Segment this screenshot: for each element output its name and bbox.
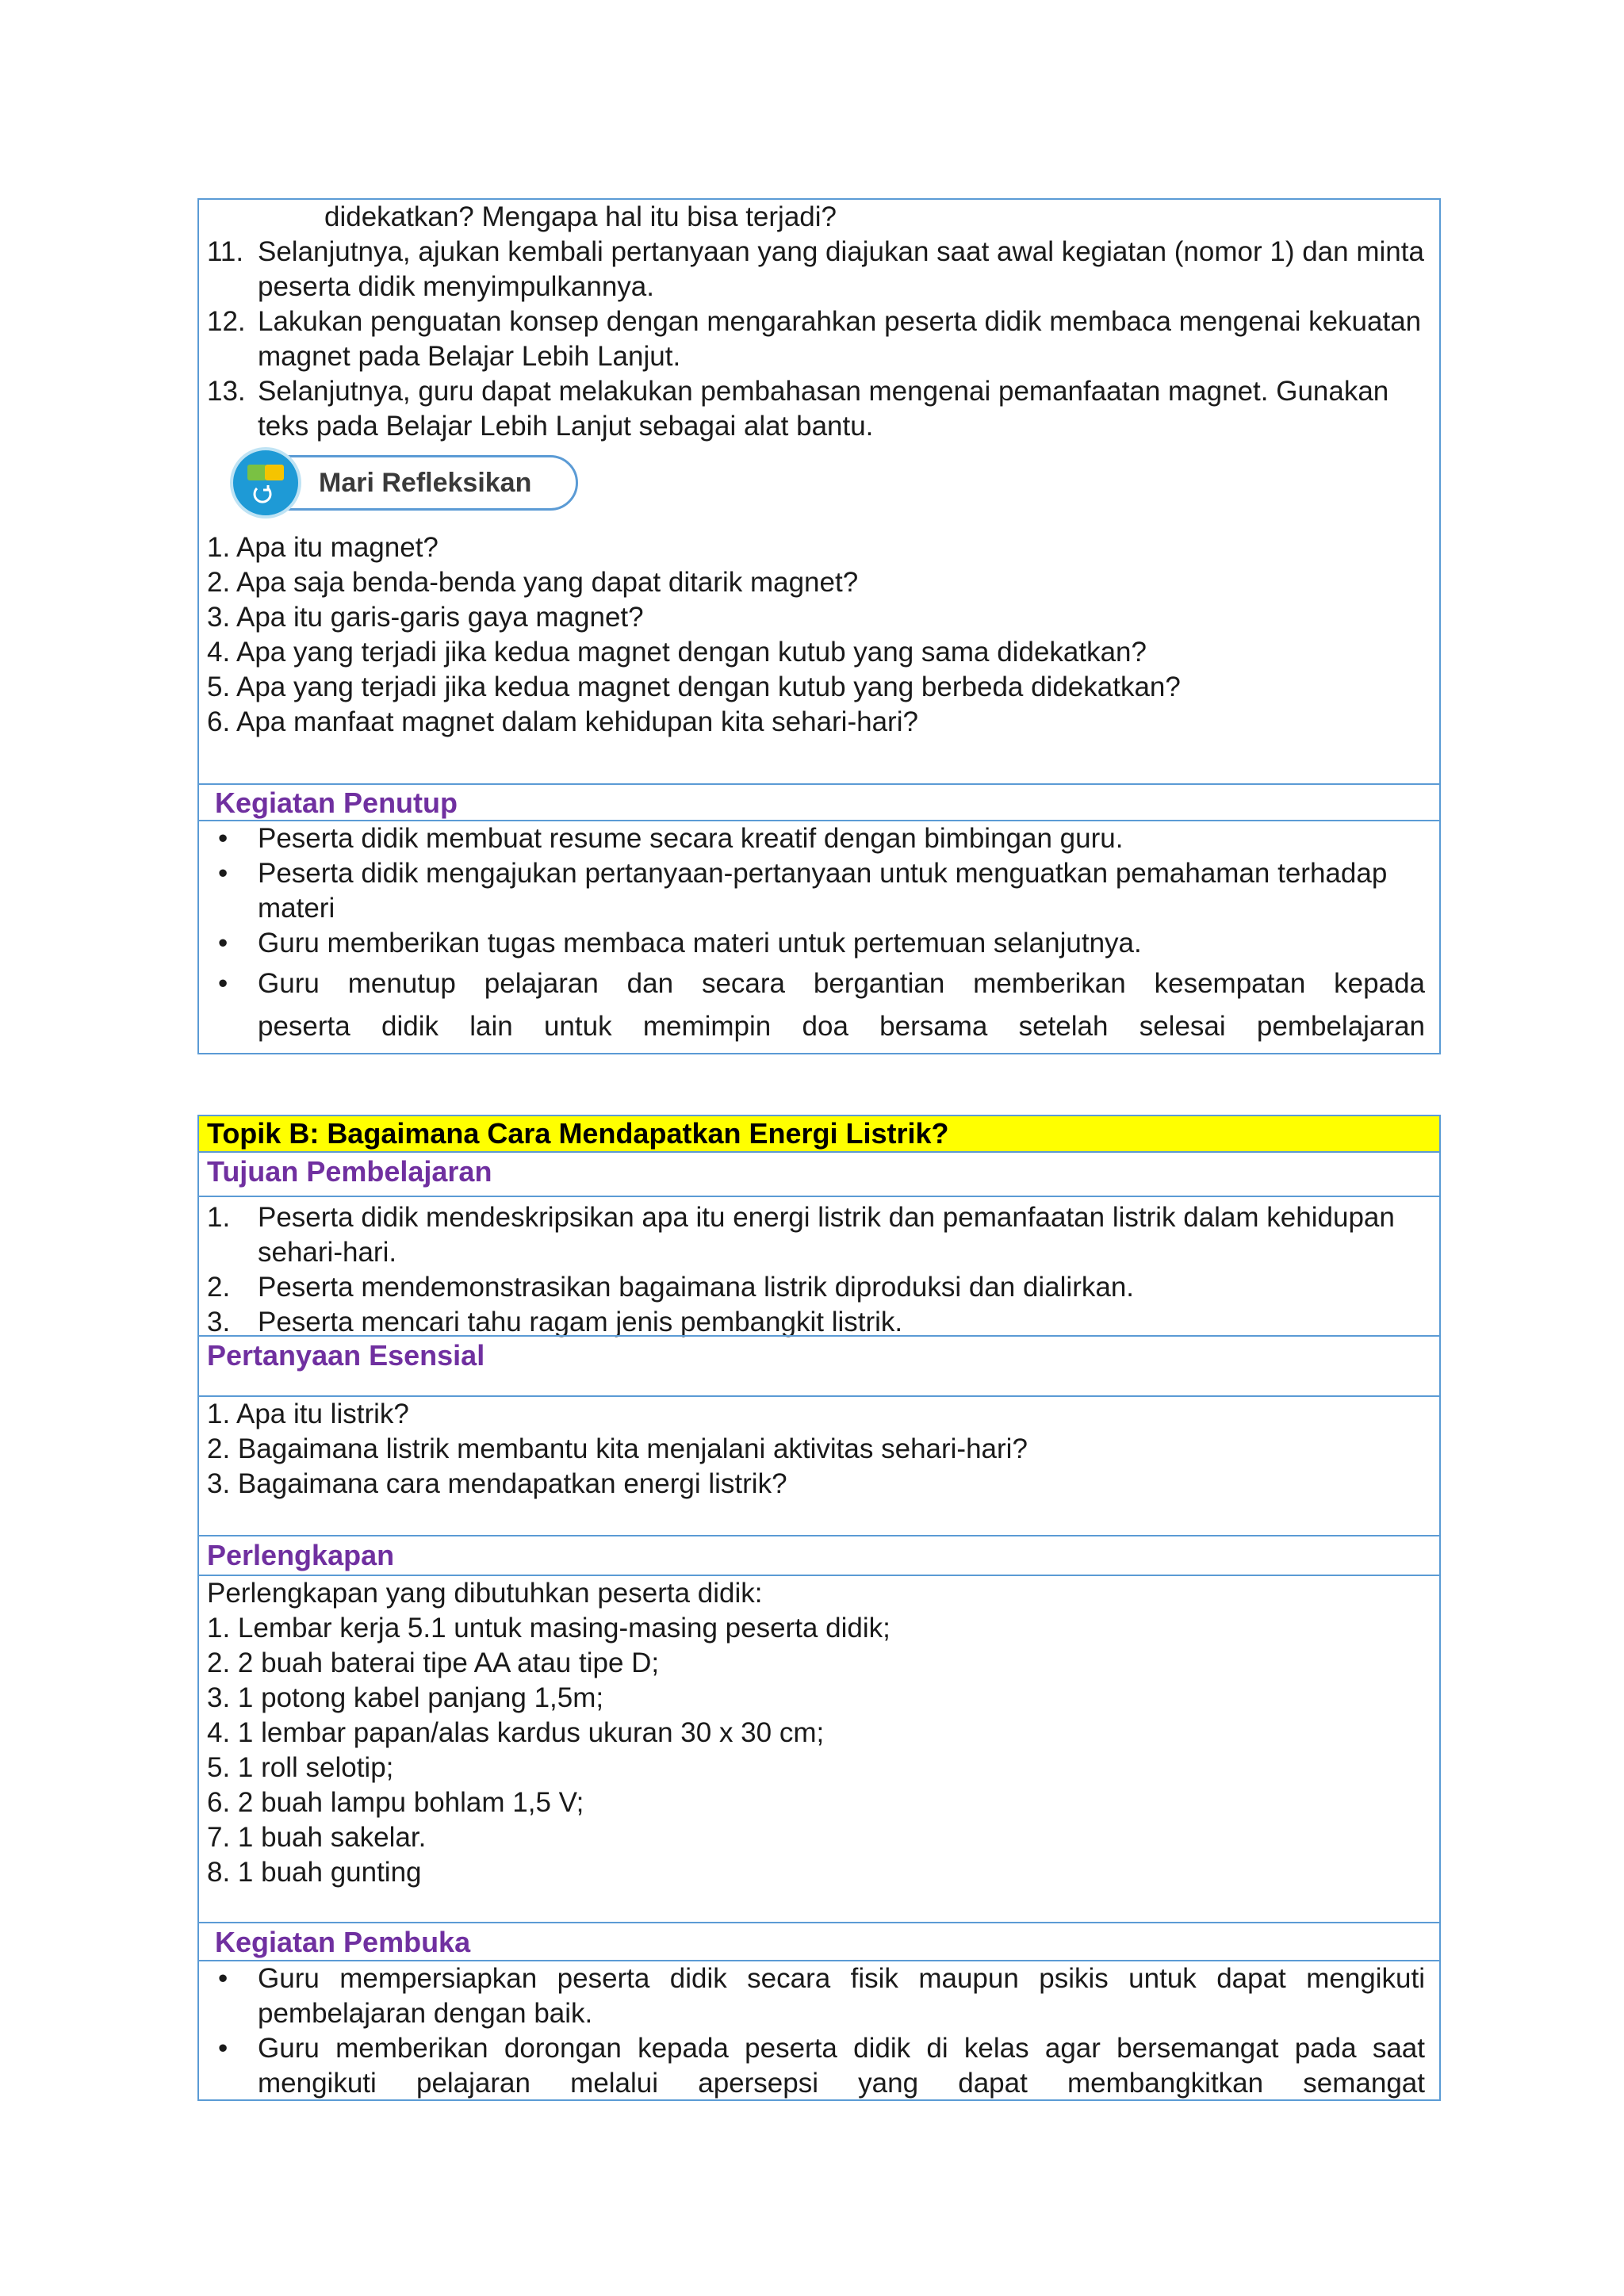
bullet-text: Guru menutup pelajaran dan secara bergantian memberikan kesempatan kepada: [258, 968, 1425, 999]
topic-title-row: [199, 1116, 1439, 1151]
reflection-questions: [207, 530, 1425, 740]
objective-number: 3.: [207, 1307, 231, 1337]
step-number: 12.: [207, 306, 246, 337]
bullet-text: Guru mempersiapkan peserta didik secara fisik maupun psikis untuk dapat mengikuti pembelajaran dengan baik.: [258, 1963, 1425, 2029]
step-item: [207, 304, 1425, 374]
closing-heading-row: [199, 783, 1439, 820]
reflection-question: 5. Apa yang terjadi jika kedua magnet dengan kutub yang berbeda didekatkan?: [207, 672, 1181, 702]
reflection-badge: [232, 455, 578, 511]
step-item: [207, 374, 1425, 444]
bullet-text: Guru memberikan tugas membaca materi untuk pertemuan selanjutnya.: [258, 928, 1142, 959]
objective-number: 1.: [207, 1202, 231, 1233]
equipment-item: 4. 1 lembar papan/alas kardus ukuran 30 x 30 cm;: [207, 1717, 825, 1748]
reflection-question: 2. Apa saja benda-benda yang dapat ditarik magnet?: [207, 567, 859, 598]
top-table: [197, 198, 1441, 1054]
step-text: Selanjutnya, guru dapat melakukan pembahasan mengenai pemanfaatan magnet. Gunakan teks pada Belajar Lebih Lanjut sebagai alat bantu.: [258, 376, 1389, 442]
objectives-row: [199, 1196, 1439, 1335]
bullet-dot: •: [218, 2033, 228, 2064]
reflection-icon: [230, 447, 301, 519]
bullet-dot: •: [218, 858, 228, 889]
bullet-dot: •: [218, 823, 228, 854]
bullet-text: Guru memberikan dorongan kepada peserta didik di kelas agar bersemangat pada saat mengikuti pelajaran melalui apersepsi yang dapat membangkitkan semangat: [258, 2033, 1425, 2099]
objectives-heading-row: [199, 1151, 1439, 1196]
bullet-dot: •: [218, 1963, 228, 1994]
topic-title: Topik B: Bagaimana Cara Mendapatkan Energi Listrik?: [207, 1117, 949, 1150]
essential-heading: Pertanyaan Esensial: [207, 1339, 485, 1372]
objective-text: Peserta mencari tahu ragam jenis pembangkit listrik.: [258, 1307, 903, 1337]
continuation-text: didekatkan? Mengapa hal itu bisa terjadi?: [324, 201, 837, 232]
objective-text: Peserta mendemonstrasikan bagaimana listrik diproduksi dan dialirkan.: [258, 1272, 1135, 1303]
step-text: Selanjutnya, ajukan kembali pertanyaan yang diajukan saat awal kegiatan (nomor 1) dan minta peserta didik menyimpulkannya.: [258, 236, 1424, 302]
bullet-text: Peserta didik membuat resume secara kreatif dengan bimbingan guru.: [258, 823, 1124, 854]
essential-heading-row: [199, 1335, 1439, 1395]
objective-item: [207, 1200, 1425, 1270]
opening-bullet: [207, 2031, 1425, 2099]
closing-bullet: [207, 821, 1425, 856]
closing-row: [199, 820, 1439, 1053]
bullet-text: Peserta didik mengajukan pertanyaan-pertanyaan untuk menguatkan pemahaman terhadap materi: [258, 858, 1388, 924]
step-number: 11.: [207, 236, 244, 267]
essential-question: 2. Bagaimana listrik membantu kita menjalani aktivitas sehari-hari?: [207, 1433, 1028, 1464]
objective-item: [207, 1270, 1425, 1305]
closing-bullet: [207, 856, 1425, 926]
objective-number: 2.: [207, 1272, 231, 1303]
closing-bullet: [207, 926, 1425, 961]
equipment-item: 6. 2 buah lampu bohlam 1,5 V;: [207, 1787, 584, 1818]
opening-row: [199, 1960, 1439, 2099]
step-text: Lakukan penguatan konsep dengan mengarahkan peserta didik membaca mengenai kekuatan magnet pada Belajar Lebih Lanjut.: [258, 306, 1422, 372]
bullet-dot: •: [218, 968, 228, 999]
steps-row: [199, 200, 1439, 783]
bottom-table: [197, 1115, 1441, 2101]
bullet-text-wrap: [258, 962, 1425, 1048]
reflection-question: 6. Apa manfaat magnet dalam kehidupan kita sehari-hari?: [207, 706, 918, 737]
step-number: 13.: [207, 376, 246, 407]
equipment-heading-row: [199, 1535, 1439, 1575]
essential-question: 3. Bagaimana cara mendapatkan energi listrik?: [207, 1468, 787, 1499]
equipment-item: 5. 1 roll selotip;: [207, 1752, 394, 1783]
equipment-row: [199, 1575, 1439, 1922]
reflection-badge-label: Mari Refleksikan: [319, 467, 532, 498]
essential-row: [199, 1395, 1439, 1535]
closing-bullet: [207, 962, 1425, 1048]
equipment-heading: Perlengkapan: [207, 1539, 395, 1571]
closing-heading: Kegiatan Penutup: [215, 786, 458, 819]
equipment-item: 1. Lembar kerja 5.1 untuk masing-masing peserta didik;: [207, 1613, 891, 1644]
bullet-text: peserta didik lain untuk memimpin doa bersama setelah selesai pembelajaran: [258, 1011, 1425, 1042]
reflection-question: 4. Apa yang terjadi jika kedua magnet dengan kutub yang sama didekatkan?: [207, 637, 1147, 668]
objective-text: Peserta didik mendeskripsikan apa itu energi listrik dan pemanfaatan listrik dalam kehidupan sehari-hari.: [258, 1202, 1395, 1268]
equipment-item: 7. 1 buah sakelar.: [207, 1822, 427, 1853]
bullet-dot: •: [218, 928, 228, 959]
equipment-item: 8. 1 buah gunting: [207, 1857, 422, 1888]
opening-heading-row: [199, 1922, 1439, 1960]
reflection-question: 3. Apa itu garis-garis gaya magnet?: [207, 602, 644, 633]
equipment-intro: Perlengkapan yang dibutuhkan peserta didik:: [207, 1578, 763, 1609]
objectives-heading: Tujuan Pembelajaran: [207, 1155, 492, 1188]
step-item: [207, 235, 1425, 304]
equipment-item: 3. 1 potong kabel panjang 1,5m;: [207, 1682, 604, 1713]
reflection-question: 1. Apa itu magnet?: [207, 532, 439, 563]
opening-heading: Kegiatan Pembuka: [215, 1926, 471, 1958]
opening-bullet: [207, 1961, 1425, 2031]
essential-question: 1. Apa itu listrik?: [207, 1399, 409, 1429]
equipment-item: 2. 2 buah baterai tipe AA atau tipe D;: [207, 1647, 660, 1678]
